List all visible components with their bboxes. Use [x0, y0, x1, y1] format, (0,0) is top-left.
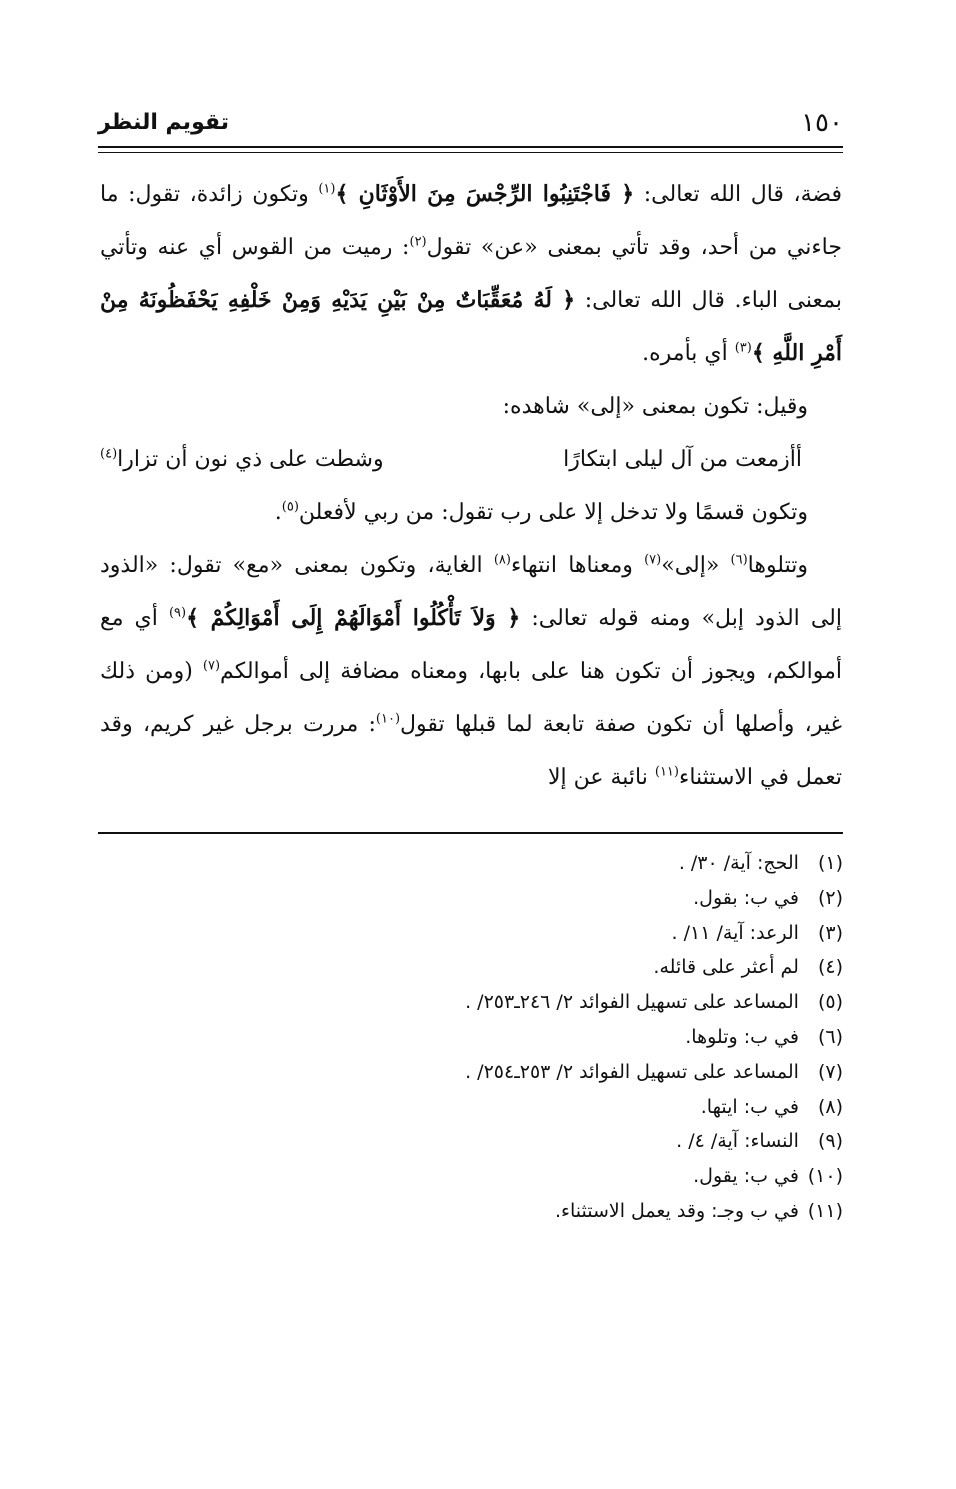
footnote-item — [143, 950, 843, 985]
footnote-number: (١١) — [807, 1199, 843, 1222]
footnote-text: المساعد على تسهيل الفوائد ٢/ ٢٤٦ـ٢٥٣/ . — [465, 991, 799, 1014]
footnote-ref: (٥) — [281, 499, 299, 515]
footnote-ref: (٦) — [730, 552, 748, 568]
paragraph-3: وتكون قسمًا ولا تدخل إلا على رب تقول: من ربي لأفعلن$^{(٥)}$. — [274, 499, 808, 525]
footnote-item — [143, 1159, 843, 1194]
footnote-ref: (١٠) — [375, 711, 401, 727]
footnote-number: (٦) — [817, 1025, 843, 1048]
poetry-verse — [100, 433, 842, 486]
footnote-ref: (٧) — [202, 658, 221, 674]
footnote-number: (٣) — [817, 921, 843, 944]
footnote-item — [143, 1020, 843, 1055]
footnote-item — [143, 985, 843, 1020]
quran-quote: ﴿ لَهُ مُعَقِّبَاتٌ مِنْ بَيْنِ يَدَيْهِ وَمِنْ خَلْفِهِ يَحْفَظُونَهُ مِنْ أَمْرِ اللَّهِ ﴾ — [100, 287, 842, 366]
footnote-item — [143, 846, 843, 881]
verse-hemistich-left: وشطت على ذي نون أن تزارا$^{(٤)}$ — [100, 446, 384, 472]
footnotes-list — [143, 846, 843, 1229]
footnote-ref: (٢) — [409, 234, 427, 250]
footnote-ref: (٤) — [100, 446, 118, 462]
page-header — [98, 108, 843, 148]
header-rule-thin — [98, 152, 843, 153]
main-text — [100, 168, 842, 804]
quran-quote: ﴿ فَاجْتَنِبُوا الرِّجْسَ مِنَ الأَوْثَانِ ﴾ — [335, 181, 635, 207]
footnote-text: في ب وجـ: وقد يعمل الاستثناء. — [555, 1199, 799, 1222]
quran-quote: ﴿ وَلاَ تَأْكُلُوا أَمْوَالَهُمْ إِلَى أَمْوَالِكُمْ ﴾ — [186, 605, 521, 631]
footnote-number: (١) — [817, 852, 843, 874]
verse-hemistich-right: أأزمعت من آل ليلى ابتكارًا — [563, 447, 802, 472]
footnote-number: (٩) — [817, 1130, 843, 1153]
footnote-separator — [98, 832, 843, 834]
footnote-text: لم أعثر على قائله. — [653, 956, 799, 979]
footnote-item — [143, 1090, 843, 1125]
running-title: تقويم النظر — [98, 110, 229, 135]
footnote-number: (٨) — [817, 1095, 843, 1118]
footnote-item — [143, 1055, 843, 1090]
footnote-ref: (١١) — [654, 764, 679, 780]
footnote-item — [143, 1194, 843, 1229]
footnote-item — [143, 1124, 843, 1159]
footnote-text: في ب: يقول. — [693, 1165, 799, 1188]
paragraph-4: وتتلوها$^{(٦)}$ «إلى»$^{(٧)}$ ومعناها انتهاء$^{(٨)}$ الغاية، وتكون بمعنى «مع» تقول: «الذود إلى الذود إبل» ومنه قوله تعالى: ﴿ وَلاَ تَأْكُلُوا أَمْوَالَهُمْ إِلَى أَمْوَالِكُمْ ﴾$^{(٩)}$ أي مع أموالكم، ويجوز أن تكون هنا على بابها، ومعناه مضافة إلى أموالكم$^{(٧)}$ (ومن ذلك غير، وأصلها أن تكون صفة تابعة لما قبلها تقول$^{(١٠)}$: مررت برجل غير كريم، وقد تعمل في الاستثناء$^{(١١)}$ نائبة عن إلا — [100, 552, 843, 790]
paragraph-2: وقيل: تكون بمعنى «إلى» شاهده: — [502, 394, 808, 419]
footnote-number: (٢) — [817, 886, 843, 909]
footnote-ref: (٧) — [644, 552, 662, 568]
footnote-ref: (١) — [318, 181, 336, 197]
page-number: ١٥٠ — [801, 108, 843, 138]
footnote-text: النساء: آية/ ٤/ . — [676, 1130, 799, 1153]
footnote-ref: (٩) — [168, 605, 187, 621]
footnote-item — [143, 881, 843, 916]
footnote-number: (٤) — [817, 956, 843, 979]
footnote-text: المساعد على تسهيل الفوائد ٢/ ٢٥٣ـ٢٥٤/ . — [465, 1060, 799, 1083]
header-rule-thick — [98, 146, 843, 148]
footnote-text: في ب: وتلوها. — [685, 1025, 799, 1048]
footnote-text: الحج: آية/ ٣٠/ . — [678, 852, 799, 874]
footnote-number: (١٠) — [807, 1165, 843, 1188]
footnote-number: (٧) — [817, 1060, 843, 1083]
footnote-text: في ب: ايتها. — [700, 1095, 799, 1118]
footnote-ref: (٨) — [493, 552, 511, 568]
paragraph-1: فضة، قال الله تعالى: ﴿ فَاجْتَنِبُوا الرِّجْسَ مِنَ الأَوْثَانِ ﴾$^{(١)}$ وتكون زائدة، تقول: ما جاءني من أحد، وقد تأتي بمعنى «عن» تقول$^{(٢)}$: رميت من القوس أي عنه وتأتي بمعنى الباء. قال الله تعالى: ﴿ لَهُ مُعَقِّبَاتٌ مِنْ بَيْنِ يَدَيْهِ وَمِنْ خَلْفِهِ يَحْفَظُونَهُ مِنْ أَمْرِ اللَّهِ ﴾$^{(٣)}$ أي بأمره. — [100, 181, 842, 366]
footnote-ref: (٣) — [734, 340, 752, 356]
footnote-item — [143, 916, 843, 951]
footnote-text: الرعد: آية/ ١١/ . — [671, 921, 799, 944]
footnote-text: في ب: بقول. — [693, 886, 799, 909]
footnote-number: (٥) — [817, 991, 843, 1014]
